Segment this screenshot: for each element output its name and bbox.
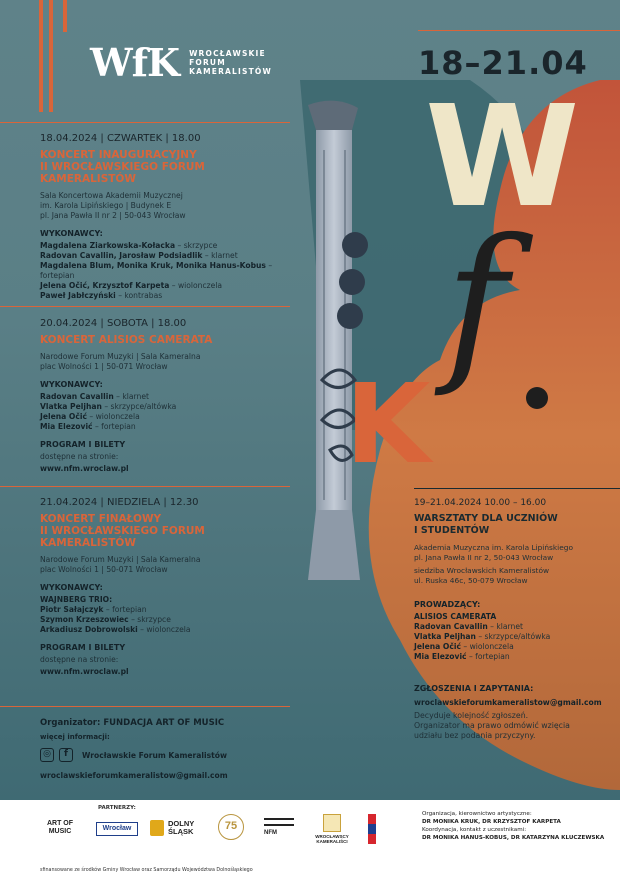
ensemble-name: WAJNBERG TRIO: bbox=[40, 595, 113, 604]
performer-row: Mia Elezović – fortepian bbox=[40, 422, 136, 431]
divider-organizer bbox=[0, 706, 290, 707]
performer-row: Paweł Jabłczyński – kontrabas bbox=[40, 291, 163, 300]
workshop-section bbox=[414, 498, 610, 741]
partner-logo-ministry bbox=[368, 814, 376, 844]
f-dot bbox=[526, 387, 548, 409]
workshop-date: 19–21.04.2024 10.00 – 16.00 bbox=[414, 498, 547, 508]
performers-list bbox=[40, 241, 280, 301]
funding-note: sfinansowane ze środków Gminy Wrocław oraz Samorządu Województwa Dolnośląskiego bbox=[40, 868, 253, 873]
program-link[interactable]: www.nfm.wroclaw.pl bbox=[40, 464, 129, 473]
event-2 bbox=[40, 318, 280, 473]
partner-logo-75-anniversary: 75 bbox=[218, 814, 244, 840]
organizer-title: Organizator: FUNDACJA ART OF MUSIC bbox=[40, 718, 225, 728]
footer bbox=[0, 800, 620, 877]
event-3 bbox=[40, 497, 280, 676]
program-text: dostępne na stronie: bbox=[40, 452, 119, 461]
performer-row: Vlatka Peljhan – skrzypce/altówka bbox=[40, 402, 177, 411]
event-date: 18.04.2024 | CZWARTEK | 18.00 bbox=[40, 133, 201, 144]
divider-top-right bbox=[418, 30, 620, 31]
performer-row: Radovan Cavallin – klarnet bbox=[40, 392, 149, 401]
leaders-list bbox=[414, 612, 610, 662]
leader-row: Mia Elezović – fortepian bbox=[414, 652, 510, 661]
logo-mark: WfK bbox=[90, 40, 180, 85]
leader-row: Vlatka Peljhan – skrzypce/altówka bbox=[414, 632, 551, 641]
hero-letter-w: W bbox=[425, 76, 580, 239]
performers-label: WYKONAWCY: bbox=[40, 229, 103, 238]
event-title: KONCERT FINAŁOWY II WROCŁAWSKIEGO FORUM KAMERALISTÓW bbox=[40, 513, 205, 549]
social-links bbox=[40, 748, 228, 762]
facebook-icon[interactable]: f bbox=[59, 748, 73, 762]
performer-row: Radovan Cavallin, Jarosław Podsiadlik – klarnet bbox=[40, 251, 238, 260]
more-info-label: więcej informacji: bbox=[40, 733, 110, 741]
performers-label: WYKONAWCY: bbox=[40, 583, 103, 592]
apply-note: Decyduje kolejność zgłoszeń. Organizator ma prawo odmówić wzięcia udziału bez podania przyczyny. bbox=[414, 711, 570, 740]
hero-letter-k: K bbox=[345, 360, 431, 488]
performer-row: Jelena Očić, Krzysztof Karpeta – wiolonczela bbox=[40, 281, 223, 290]
event-venue: Sala Koncertowa Akademii Muzycznej im. Karola Lipińskiego | Budynek E pl. Jana Pawła II nr 2 | 50-043 Wrocław bbox=[40, 191, 186, 220]
program-link[interactable]: www.nfm.wroclaw.pl bbox=[40, 667, 129, 676]
ministry-emblem-icon bbox=[368, 814, 376, 844]
instagram-icon[interactable]: ◎ bbox=[40, 748, 54, 762]
performer-row: Jelena Očić – wiolonczela bbox=[40, 412, 140, 421]
credits: Organizacja, kierownictwo artystyczne: DR MONIKA KRUK, DR KRZYSZTOF KARPETA Koordynacja, kontakt z uczestnikami: DR MONIKA HANUS-KOBUS, DR KATARZYNA KLUCZEWSKA bbox=[422, 811, 605, 841]
partner-logo-wroclaw: Wrocław bbox=[96, 822, 138, 836]
building-icon bbox=[323, 814, 341, 832]
performers-label: WYKONAWCY: bbox=[40, 380, 103, 389]
performers-list bbox=[40, 392, 280, 432]
partner-logo-art-of-music: ART OF MUSIC bbox=[46, 820, 74, 835]
apply-email[interactable]: wroclawskieforumkameralistow@gmail.com bbox=[414, 698, 602, 707]
event-venue: Narodowe Forum Muzyki | Sala Kameralna plac Wolności 1 | 50-071 Wrocław bbox=[40, 352, 201, 371]
festival-dates: 18–21.04 bbox=[418, 44, 588, 82]
event-title: KONCERT INAUGURACYJNY II WROCŁAWSKIEGO FORUM KAMERALISTÓW bbox=[40, 149, 205, 185]
partner-logo-nfm: NFM bbox=[264, 818, 294, 836]
organizer-email[interactable]: wroclawskieforumkameralistow@gmail.com bbox=[40, 771, 228, 780]
performer-row: Szymon Krzeszowiec – skrzypce bbox=[40, 615, 171, 624]
leader-row: Radovan Cavallin – klarnet bbox=[414, 622, 523, 631]
performers-list bbox=[40, 595, 280, 635]
performer-row: Magdalena Ziarkowska-Kołacka – skrzypce bbox=[40, 241, 218, 250]
event-1 bbox=[40, 133, 280, 301]
divider-workshop bbox=[414, 488, 620, 489]
organizer-section bbox=[40, 718, 228, 780]
event-title: KONCERT ALISIOS CAMERATA bbox=[40, 334, 213, 346]
nfm-wave-icon bbox=[264, 818, 294, 826]
ensemble-name: ALISIOS CAMERATA bbox=[414, 612, 497, 621]
performer-row: Magdalena Blum, Monika Kruk, Monika Hanus-Kobus – fortepian bbox=[40, 261, 273, 280]
logo-text: WROCŁAWSKIE FORUM KAMERALISTÓW bbox=[189, 49, 272, 76]
apply-label: ZGŁOSZENIA I ZAPYTANIA: bbox=[414, 684, 534, 693]
workshop-venue: Akademia Muzyczna im. Karola Lipińskiego pl. Jana Pawła II nr 2, 50-043 Wrocław siedziba Wrocławskich Kameralistów ul. Ruska 46c, 50-079 Wrocław bbox=[414, 543, 573, 585]
performer-row: Piotr Sałajczyk – fortepian bbox=[40, 605, 147, 614]
program-text: dostępne na stronie: bbox=[40, 655, 119, 664]
performer-row: Arkadiusz Dobrowolski – wiolonczela bbox=[40, 625, 191, 634]
divider-event-3 bbox=[0, 486, 290, 487]
leaders-label: PROWADZĄCY: bbox=[414, 600, 481, 609]
program-label: PROGRAM I BILETY bbox=[40, 643, 126, 652]
partner-logo-dolny-slask: DOLNY ŚLĄSK bbox=[150, 820, 208, 836]
social-name: Wrocławskie Forum Kameralistów bbox=[82, 750, 227, 760]
event-date: 21.04.2024 | NIEDZIELA | 12.30 bbox=[40, 497, 199, 508]
partners-label: PARTNERZY: bbox=[98, 805, 136, 811]
leader-row: Jelena Očić – wiolonczela bbox=[414, 642, 514, 651]
workshop-title: WARSZTATY DLA UCZNIÓW I STUDENTÓW bbox=[414, 513, 558, 536]
divider-event-2 bbox=[0, 306, 290, 307]
festival-logo bbox=[90, 40, 272, 85]
divider-event-1 bbox=[0, 122, 290, 123]
program-label: PROGRAM I BILETY bbox=[40, 440, 126, 449]
event-venue: Narodowe Forum Muzyki | Sala Kameralna plac Wolności 1 | 50-071 Wrocław bbox=[40, 555, 201, 574]
event-date: 20.04.2024 | SOBOTA | 18.00 bbox=[40, 318, 187, 329]
eagle-icon bbox=[150, 820, 164, 836]
hero-letter-f: f bbox=[445, 203, 508, 401]
partner-logo-kameralisci: WROCŁAWSCY KAMERALIŚCI bbox=[312, 814, 352, 844]
